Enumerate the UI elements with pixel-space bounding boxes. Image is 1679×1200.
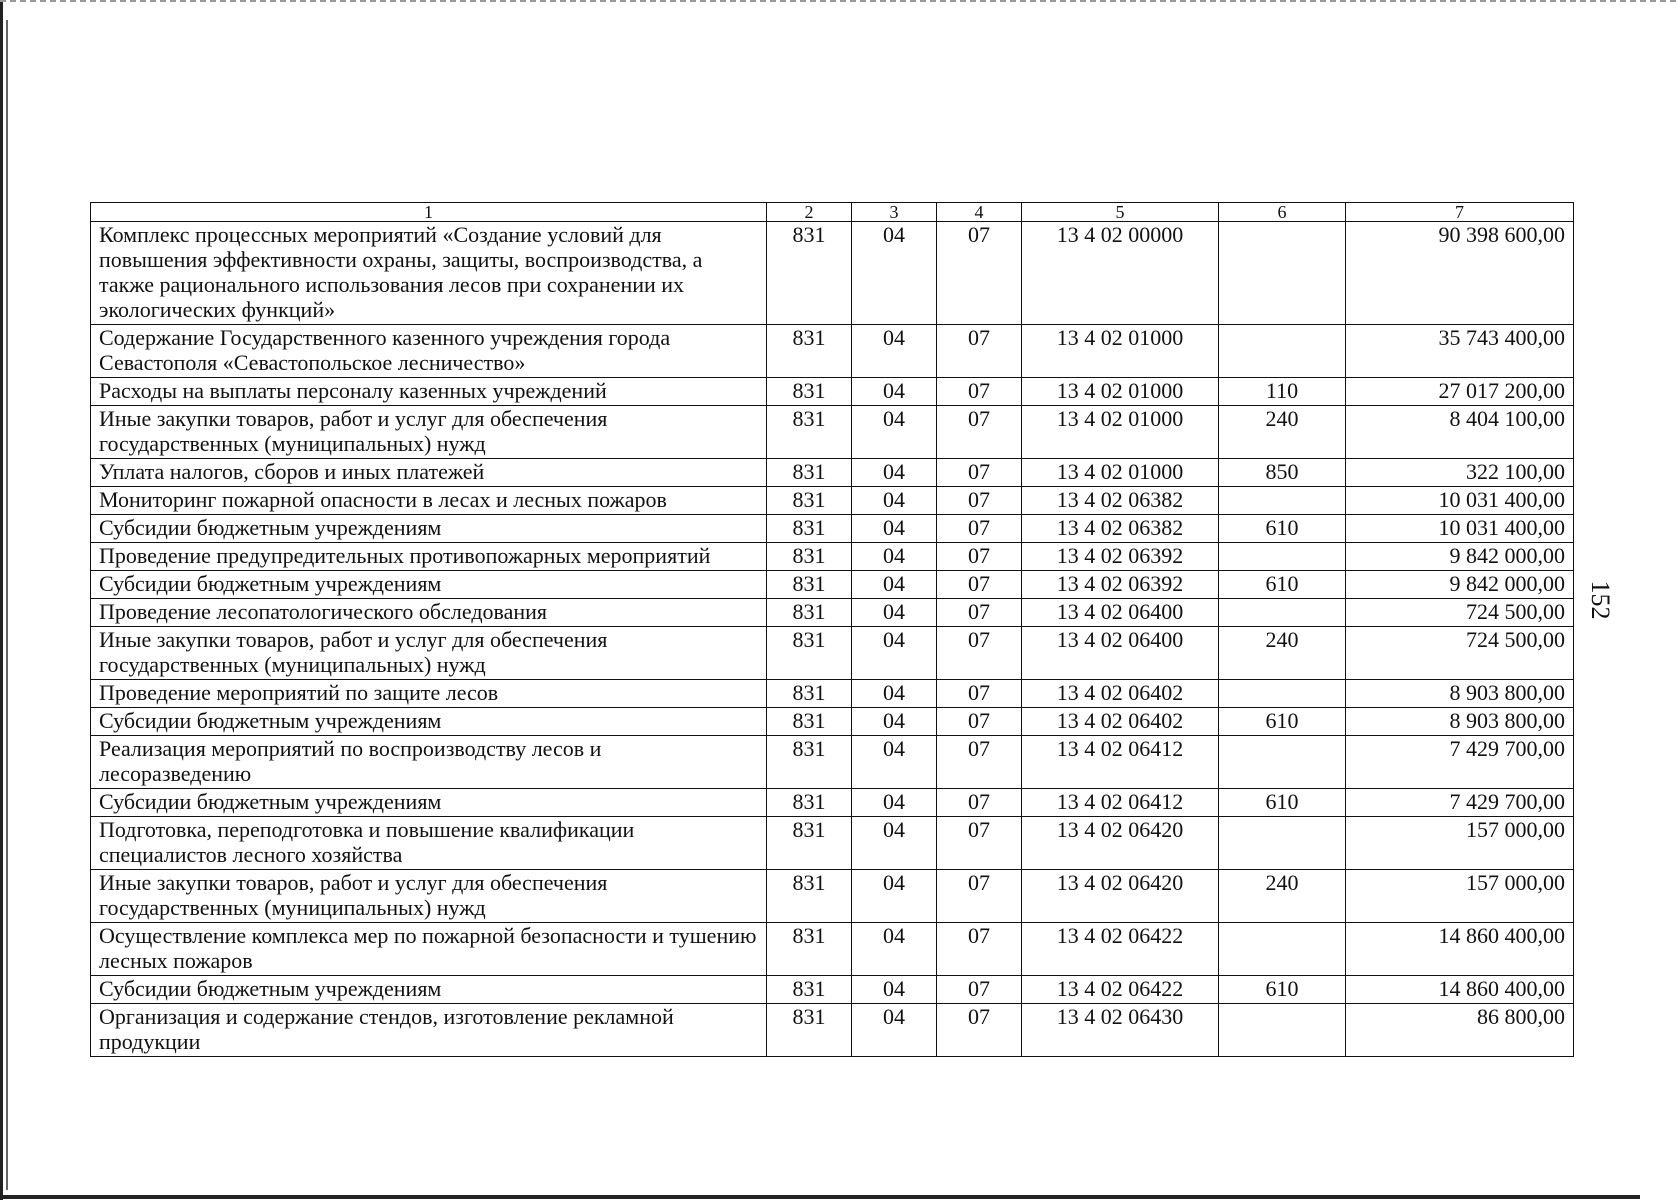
table-row <box>91 976 1574 1004</box>
amount: 157 000,00 <box>1346 870 1574 923</box>
ministry-code: 831 <box>767 515 852 543</box>
amount: 10 031 400,00 <box>1346 515 1574 543</box>
ministry-code: 831 <box>767 487 852 515</box>
target-article-code: 13 4 02 06422 <box>1022 976 1219 1004</box>
row-name: Субсидии бюджетным учреждениям <box>91 789 767 817</box>
table-row <box>91 325 1574 378</box>
table-row <box>91 708 1574 736</box>
table-row <box>91 543 1574 571</box>
ministry-code: 831 <box>767 708 852 736</box>
section-code: 04 <box>852 515 937 543</box>
ministry-code: 831 <box>767 870 852 923</box>
section-code: 04 <box>852 1004 937 1057</box>
table-row <box>91 406 1574 459</box>
ministry-code: 831 <box>767 378 852 406</box>
row-name: Реализация мероприятий по воспроизводству лесов и лесоразведению <box>91 736 767 789</box>
table-row <box>91 571 1574 599</box>
target-article-code: 13 4 02 06420 <box>1022 817 1219 870</box>
row-name: Уплата налогов, сборов и иных платежей <box>91 459 767 487</box>
table-row <box>91 1004 1574 1057</box>
ministry-code: 831 <box>767 627 852 680</box>
expense-type-code <box>1219 599 1346 627</box>
column-header: 7 <box>1346 203 1574 222</box>
table-row <box>91 789 1574 817</box>
budget-table <box>90 202 1574 1057</box>
expense-type-code <box>1219 222 1346 325</box>
amount: 7 429 700,00 <box>1346 736 1574 789</box>
amount: 724 500,00 <box>1346 627 1574 680</box>
target-article-code: 13 4 02 06402 <box>1022 680 1219 708</box>
target-article-code: 13 4 02 01000 <box>1022 406 1219 459</box>
section-code: 04 <box>852 543 937 571</box>
table-row <box>91 515 1574 543</box>
row-name: Организация и содержание стендов, изготовление рекламной продукции <box>91 1004 767 1057</box>
section-code: 04 <box>852 325 937 378</box>
amount: 9 842 000,00 <box>1346 571 1574 599</box>
amount: 7 429 700,00 <box>1346 789 1574 817</box>
section-code: 04 <box>852 870 937 923</box>
ministry-code: 831 <box>767 222 852 325</box>
target-article-code: 13 4 02 06412 <box>1022 736 1219 789</box>
expense-type-code <box>1219 543 1346 571</box>
expense-type-code <box>1219 923 1346 976</box>
subsection-code: 07 <box>937 976 1022 1004</box>
table-row <box>91 599 1574 627</box>
target-article-code: 13 4 02 06382 <box>1022 515 1219 543</box>
amount: 27 017 200,00 <box>1346 378 1574 406</box>
amount: 14 860 400,00 <box>1346 976 1574 1004</box>
ministry-code: 831 <box>767 543 852 571</box>
target-article-code: 13 4 02 06392 <box>1022 571 1219 599</box>
subsection-code: 07 <box>937 571 1022 599</box>
row-name: Иные закупки товаров, работ и услуг для обеспечения государственных (муниципальных) нужд <box>91 406 767 459</box>
ministry-code: 831 <box>767 789 852 817</box>
section-code: 04 <box>852 736 937 789</box>
page-number: 152 <box>1586 580 1615 620</box>
row-name: Субсидии бюджетным учреждениям <box>91 515 767 543</box>
amount: 9 842 000,00 <box>1346 543 1574 571</box>
amount: 8 404 100,00 <box>1346 406 1574 459</box>
subsection-code: 07 <box>937 378 1022 406</box>
row-name: Мониторинг пожарной опасности в лесах и лесных пожаров <box>91 487 767 515</box>
subsection-code: 07 <box>937 459 1022 487</box>
ministry-code: 831 <box>767 680 852 708</box>
table-row <box>91 459 1574 487</box>
target-article-code: 13 4 02 01000 <box>1022 459 1219 487</box>
subsection-code: 07 <box>937 817 1022 870</box>
row-name: Субсидии бюджетным учреждениям <box>91 976 767 1004</box>
subsection-code: 07 <box>937 222 1022 325</box>
row-name: Осуществление комплекса мер по пожарной безопасности и тушению лесных пожаров <box>91 923 767 976</box>
subsection-code: 07 <box>937 515 1022 543</box>
table-row <box>91 378 1574 406</box>
section-code: 04 <box>852 817 937 870</box>
target-article-code: 13 4 02 00000 <box>1022 222 1219 325</box>
ministry-code: 831 <box>767 325 852 378</box>
section-code: 04 <box>852 923 937 976</box>
subsection-code: 07 <box>937 708 1022 736</box>
row-name: Иные закупки товаров, работ и услуг для обеспечения государственных (муниципальных) нужд <box>91 870 767 923</box>
ministry-code: 831 <box>767 571 852 599</box>
subsection-code: 07 <box>937 487 1022 515</box>
ministry-code: 831 <box>767 923 852 976</box>
amount: 10 031 400,00 <box>1346 487 1574 515</box>
table-row <box>91 627 1574 680</box>
section-code: 04 <box>852 976 937 1004</box>
ministry-code: 831 <box>767 599 852 627</box>
subsection-code: 07 <box>937 1004 1022 1057</box>
expense-type-code <box>1219 325 1346 378</box>
subsection-code: 07 <box>937 543 1022 571</box>
section-code: 04 <box>852 708 937 736</box>
ministry-code: 831 <box>767 736 852 789</box>
row-name: Содержание Государственного казенного учреждения города Севастополя «Севастопольское лесничество» <box>91 325 767 378</box>
section-code: 04 <box>852 789 937 817</box>
target-article-code: 13 4 02 06400 <box>1022 599 1219 627</box>
target-article-code: 13 4 02 06420 <box>1022 870 1219 923</box>
column-header: 4 <box>937 203 1022 222</box>
row-name: Проведение лесопатологического обследования <box>91 599 767 627</box>
amount: 322 100,00 <box>1346 459 1574 487</box>
row-name: Проведение предупредительных противопожарных мероприятий <box>91 543 767 571</box>
amount: 14 860 400,00 <box>1346 923 1574 976</box>
row-name: Подготовка, переподготовка и повышение квалификации специалистов лесного хозяйства <box>91 817 767 870</box>
section-code: 04 <box>852 599 937 627</box>
subsection-code: 07 <box>937 406 1022 459</box>
row-name: Расходы на выплаты персоналу казенных учреждений <box>91 378 767 406</box>
amount: 86 800,00 <box>1346 1004 1574 1057</box>
scan-border-top <box>0 0 1679 2</box>
subsection-code: 07 <box>937 599 1022 627</box>
section-code: 04 <box>852 627 937 680</box>
expense-type-code <box>1219 1004 1346 1057</box>
target-article-code: 13 4 02 06382 <box>1022 487 1219 515</box>
table-row <box>91 923 1574 976</box>
column-number-row <box>91 203 1574 222</box>
target-article-code: 13 4 02 06412 <box>1022 789 1219 817</box>
target-article-code: 13 4 02 01000 <box>1022 325 1219 378</box>
target-article-code: 13 4 02 01000 <box>1022 378 1219 406</box>
column-header: 6 <box>1219 203 1346 222</box>
subsection-code: 07 <box>937 789 1022 817</box>
expense-type-code <box>1219 487 1346 515</box>
section-code: 04 <box>852 459 937 487</box>
section-code: 04 <box>852 406 937 459</box>
expense-type-code: 610 <box>1219 708 1346 736</box>
column-header: 5 <box>1022 203 1219 222</box>
table-body <box>91 222 1574 1057</box>
section-code: 04 <box>852 571 937 599</box>
ministry-code: 831 <box>767 976 852 1004</box>
ministry-code: 831 <box>767 817 852 870</box>
section-code: 04 <box>852 487 937 515</box>
expense-type-code: 240 <box>1219 406 1346 459</box>
column-header: 2 <box>767 203 852 222</box>
expense-type-code: 610 <box>1219 976 1346 1004</box>
subsection-code: 07 <box>937 736 1022 789</box>
amount: 157 000,00 <box>1346 817 1574 870</box>
amount: 8 903 800,00 <box>1346 708 1574 736</box>
target-article-code: 13 4 02 06422 <box>1022 923 1219 976</box>
amount: 90 398 600,00 <box>1346 222 1574 325</box>
row-name: Комплекс процессных мероприятий «Создание условий для повышения эффективности охраны, защиты, воспроизводства, а также рационального использования лесов при сохранении их экологических функций» <box>91 222 767 325</box>
section-code: 04 <box>852 378 937 406</box>
expense-type-code: 850 <box>1219 459 1346 487</box>
scan-border-bottom <box>0 1195 1640 1199</box>
amount: 35 743 400,00 <box>1346 325 1574 378</box>
expense-type-code: 110 <box>1219 378 1346 406</box>
section-code: 04 <box>852 680 937 708</box>
expense-type-code: 610 <box>1219 515 1346 543</box>
subsection-code: 07 <box>937 627 1022 680</box>
expense-type-code <box>1219 736 1346 789</box>
expense-type-code: 240 <box>1219 627 1346 680</box>
table-row <box>91 680 1574 708</box>
table-row <box>91 817 1574 870</box>
table-row <box>91 870 1574 923</box>
ministry-code: 831 <box>767 406 852 459</box>
subsection-code: 07 <box>937 325 1022 378</box>
expense-type-code: 610 <box>1219 789 1346 817</box>
section-code: 04 <box>852 222 937 325</box>
row-name: Иные закупки товаров, работ и услуг для обеспечения государственных (муниципальных) нужд <box>91 627 767 680</box>
column-header: 1 <box>91 203 767 222</box>
amount: 8 903 800,00 <box>1346 680 1574 708</box>
expense-type-code <box>1219 817 1346 870</box>
subsection-code: 07 <box>937 923 1022 976</box>
column-header: 3 <box>852 203 937 222</box>
row-name: Субсидии бюджетным учреждениям <box>91 571 767 599</box>
ministry-code: 831 <box>767 459 852 487</box>
expense-type-code <box>1219 680 1346 708</box>
subsection-code: 07 <box>937 680 1022 708</box>
expense-type-code: 610 <box>1219 571 1346 599</box>
ministry-code: 831 <box>767 1004 852 1057</box>
row-name: Субсидии бюджетным учреждениям <box>91 708 767 736</box>
table-row <box>91 487 1574 515</box>
target-article-code: 13 4 02 06400 <box>1022 627 1219 680</box>
amount: 724 500,00 <box>1346 599 1574 627</box>
subsection-code: 07 <box>937 870 1022 923</box>
table-row <box>91 222 1574 325</box>
target-article-code: 13 4 02 06402 <box>1022 708 1219 736</box>
expense-type-code: 240 <box>1219 870 1346 923</box>
target-article-code: 13 4 02 06430 <box>1022 1004 1219 1057</box>
target-article-code: 13 4 02 06392 <box>1022 543 1219 571</box>
row-name: Проведение мероприятий по защите лесов <box>91 680 767 708</box>
scan-border-left <box>0 0 3 1200</box>
table-row <box>91 736 1574 789</box>
scan-border-left-inner <box>6 20 8 1190</box>
